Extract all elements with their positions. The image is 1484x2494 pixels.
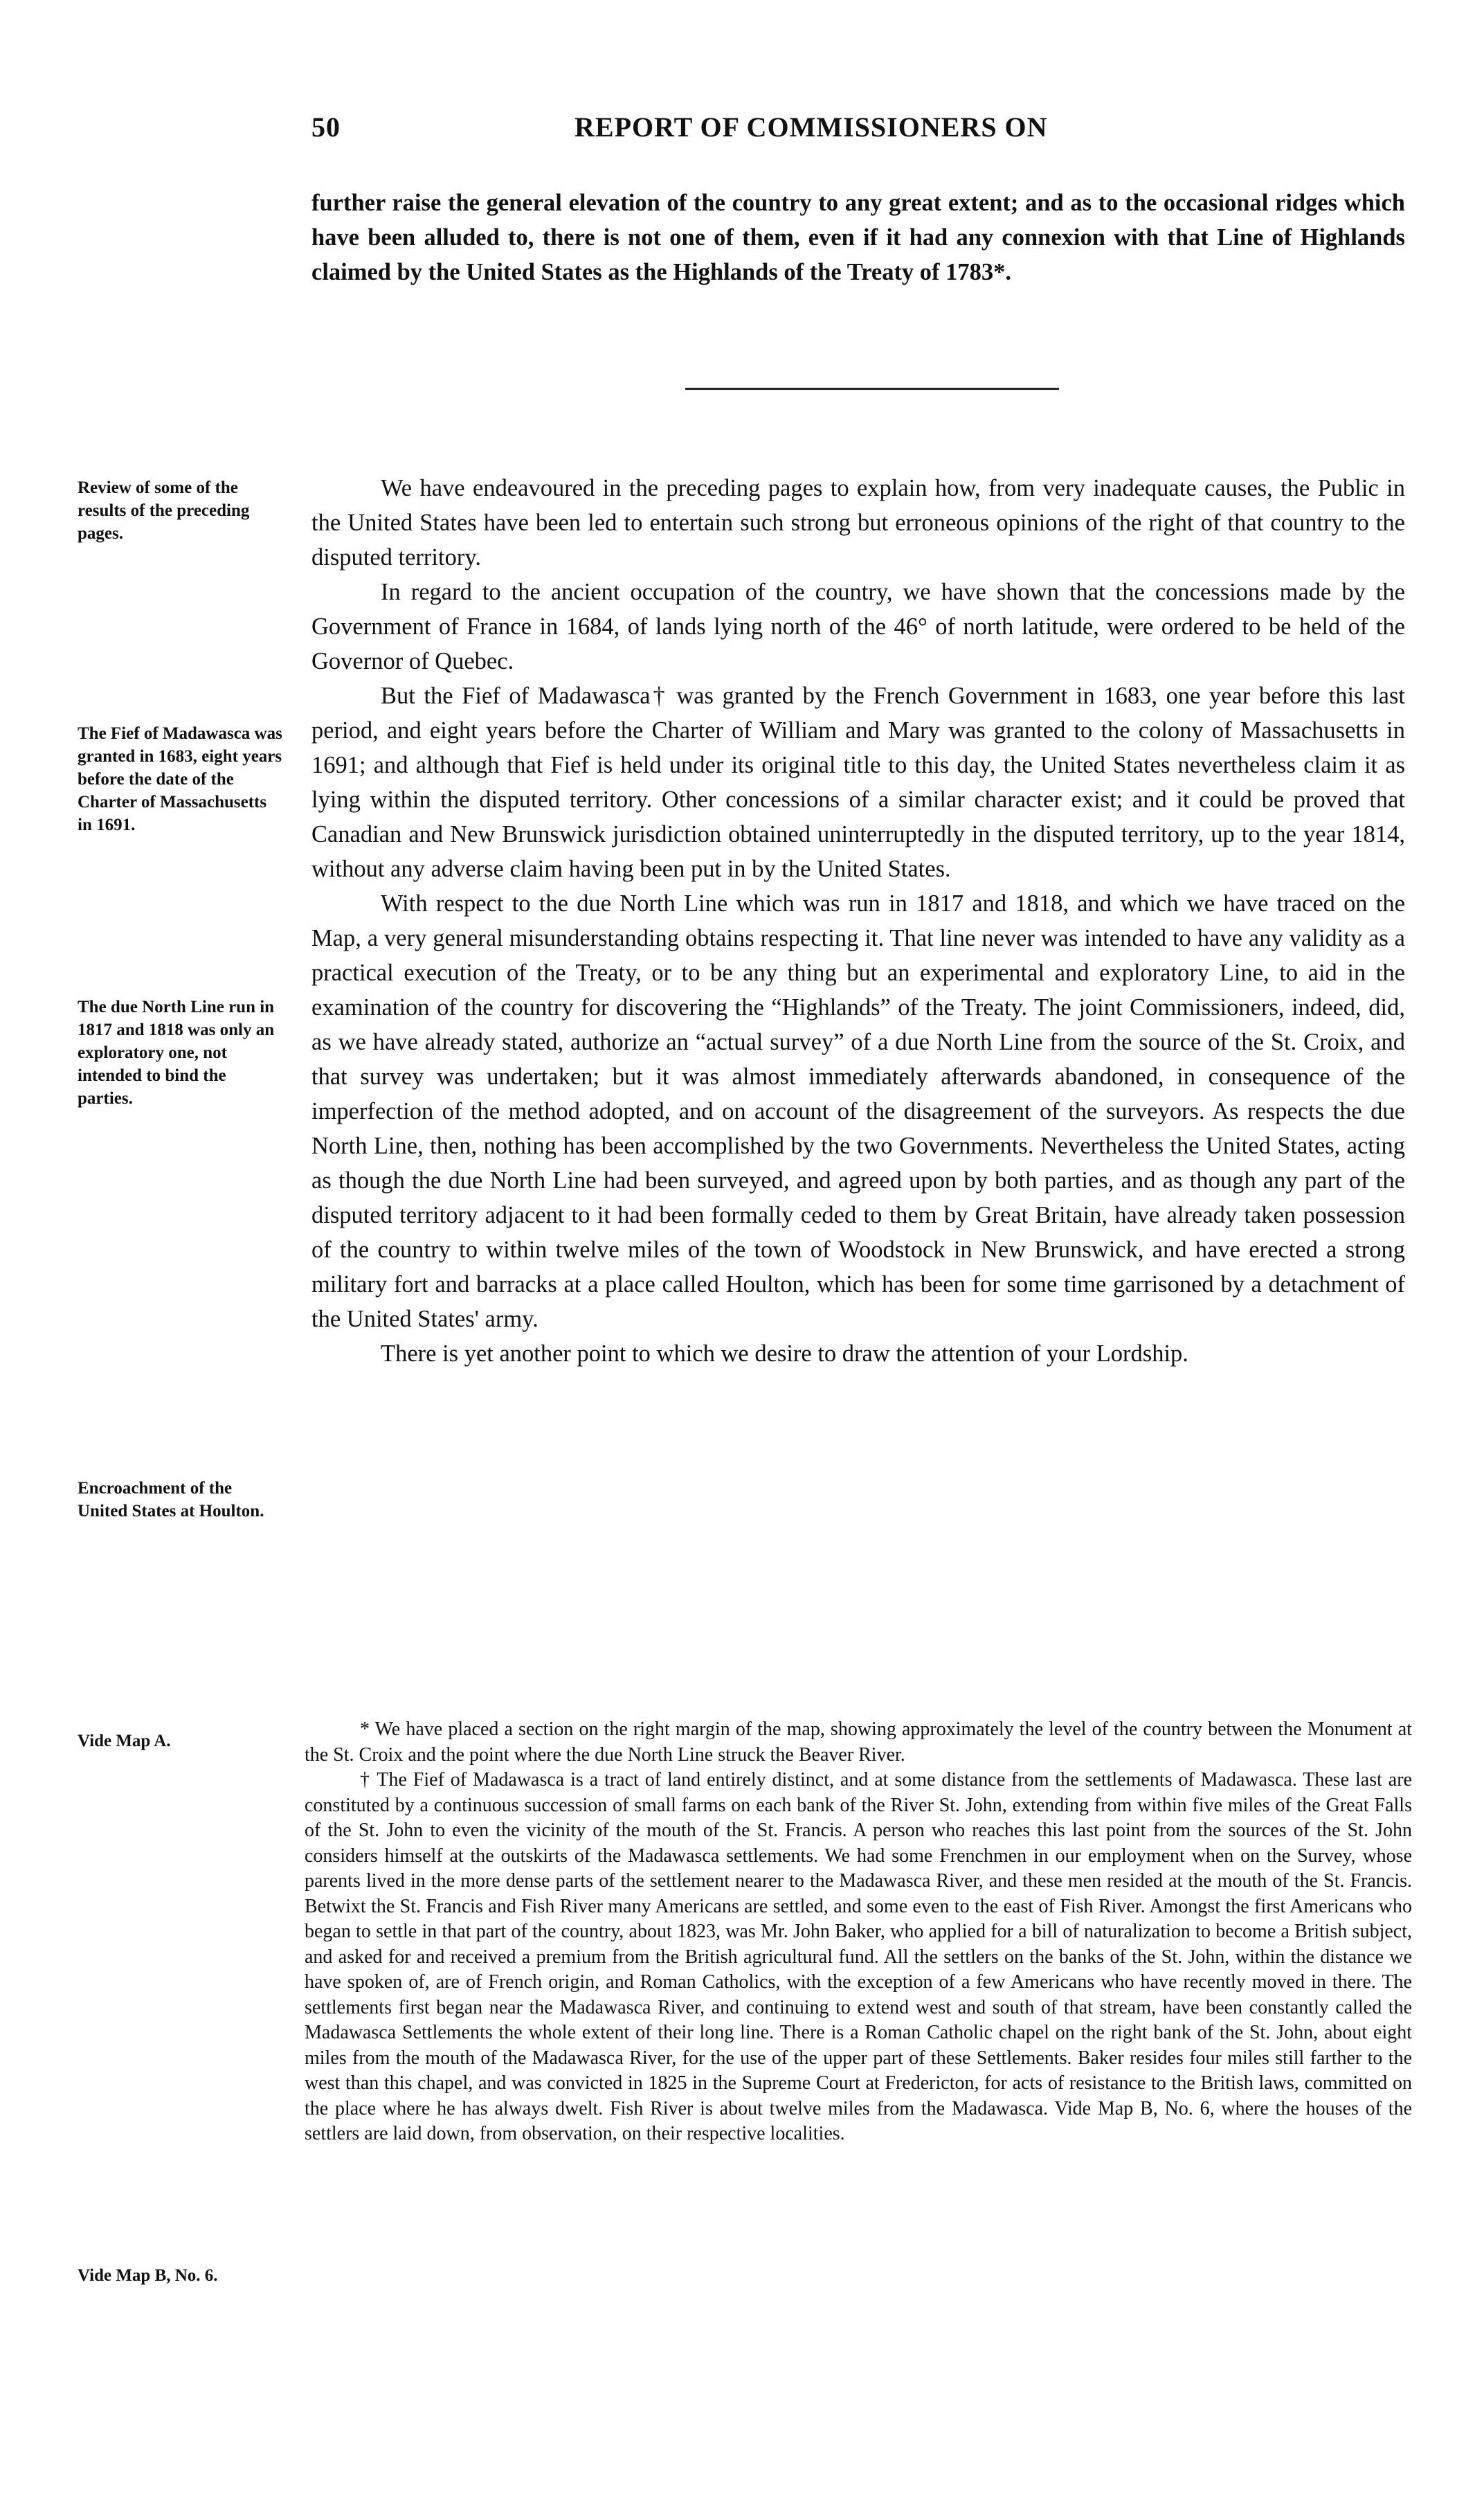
page-header xyxy=(311,111,1391,159)
continuation-paragraph xyxy=(311,186,1405,289)
paragraph: further raise the general elevation of the country to any great extent; and as to the occasional ridges which have been alluded to, there is not one of them, even if it had any connexion with that Line of Highlands claimed by the United States as the Highlands of the Treaty of 1783*. xyxy=(311,190,1405,285)
main-text xyxy=(311,471,1405,1371)
margin-note-review: Review of some of the results of the preceding pages. xyxy=(78,478,250,543)
page-number: 50 xyxy=(311,111,341,143)
paragraph: There is yet another point to which we desire to draw the attention of your Lordship. xyxy=(381,1340,1188,1367)
margin-note-encroachment: Encroachment of the United States at Houlton. xyxy=(78,1479,264,1520)
footnote: † The Fief of Madawasca is a tract of land entirely distinct, and at some distance from the settlements of Madawasca. These last are constituted by a continuous succession of small farms on each bank of the River St. John, extending from within five miles of the Great Falls of the St. John to even the vicinity of the mouth of the St. Francis. A person who reaches this last point from the sources of the St. John considers himself at the outskirts of the Madawasca settlements. We had some Frenchmen in our employment when on the Survey, whose parents lived in the more dense parts of the settlement nearer to the Madawasca River, and these men resided at the mouth of the St. Francis. Betwixt the St. Francis and Fish River many Americans are settled, and some even to the east of Fish River. Amongst the first Americans who began to settle in that part of the country, about 1823, was Mr. John Baker, who applied for a bill of naturalization to become a British subject, and asked for and received a premium from the British agricultural fund. All the settlers on the banks of the St. John, within the distance we have spoken of, are of French origin, and Roman Catholics, with the exception of a few Americans who have recently moved in there. The settlements first began near the Madawasca River, and continuing to extend west and south of that stream, have been constantly called the Madawasca Settlements the whole extent of their long line. There is a Roman Catholic chapel on the right bank of the St. John, about eight miles from the mouth of the Madawasca River, for the use of the upper part of these Settlements. Baker resides four miles still farther to the west than this chapel, and was convicted in 1825 in the Supreme Court at Fredericton, for acts of resistance to the British laws, committed on the place where he has always dwelt. Fish River is about twelve miles from the Madawasca. Vide Map B, No. 6, where the houses of the settlers are laid down, from observation, on their respective localities. xyxy=(305,1769,1412,2144)
margin-note-vide-map-a: Vide Map A. xyxy=(78,1732,171,1750)
paragraph: We have endeavoured in the preceding pages to explain how, from very inadequate causes, the Public in the United States have been led to entertain such strong but erroneous opinions of the right of that country to the disputed territory. xyxy=(311,475,1405,571)
margin-note-north-line: The due North Line run in 1817 and 1818 was only an exploratory one, not intended to bind the parties. xyxy=(78,998,275,1108)
running-title: REPORT OF COMMISSIONERS ON xyxy=(574,111,1048,143)
paragraph: With respect to the due North Line which was run in 1817 and 1818, and which we have traced on the Map, a very general misunderstanding obtains respecting it. That line never was intended to have any validity as a practical execution of the Treaty, or to be any thing but an experimental and exploratory Line, to aid in the examination of the country for discovering the “Highlands” of the Treaty. The joint Commissioners, indeed, did, as we have already stated, authorize an “actual survey” of a due North Line from the source of the St. Croix, and that survey was undertaken; but it was almost immediately afterwards abandoned, in consequence of the imperfection of the method adopted, and on account of the disagreement of the surveyors. As respects the due North Line, then, nothing has been accomplished by the two Governments. Nevertheless the United States, acting as though the due North Line had been surveyed, and agreed upon by both parties, and as though any part of the disputed territory adjacent to it had been formally ceded to them by Great Britain, have already taken possession of the country to within twelve miles of the town of Woodstock in New Brunswick, and have erected a strong military fort and barracks at a place called Houlton, which has been for some time garrisoned by a detachment of the United States' army. xyxy=(311,890,1405,1332)
paragraph: But the Fief of Madawasca† was granted by the French Government in 1683, one year before this last period, and eight years before the Charter of William and Mary was granted to the colony of Massachusetts in 1691; and although that Fief is held under its original title to this day, the United States nevertheless claim it as lying within the disputed territory. Other concessions of a similar character exist; and it could be proved that Canadian and New Brunswick jurisdiction obtained uninterruptedly in the disputed territory, up to the year 1814, without any adverse claim having been put in by the United States. xyxy=(311,683,1405,882)
paragraph: In regard to the ancient occupation of the country, we have shown that the concessions made by the Government of France in 1684, of lands lying north of the 46° of north latitude, were ordered to be held of the Governor of Quebec. xyxy=(311,579,1405,674)
footnotes xyxy=(305,1717,1412,2147)
margin-note-fief: The Fief of Madawasca was granted in 1683, eight years before the date of the Charter of Massachusetts in 1691. xyxy=(78,724,282,834)
margin-note-vide-map-b: Vide Map B, No. 6. xyxy=(78,2266,218,2285)
footnote: * We have placed a section on the right margin of the map, showing approximately the level of the country between the Monument at the St. Croix and the point where the due North Line struck the Beaver River. xyxy=(305,1719,1412,1766)
section-divider xyxy=(685,388,1059,390)
